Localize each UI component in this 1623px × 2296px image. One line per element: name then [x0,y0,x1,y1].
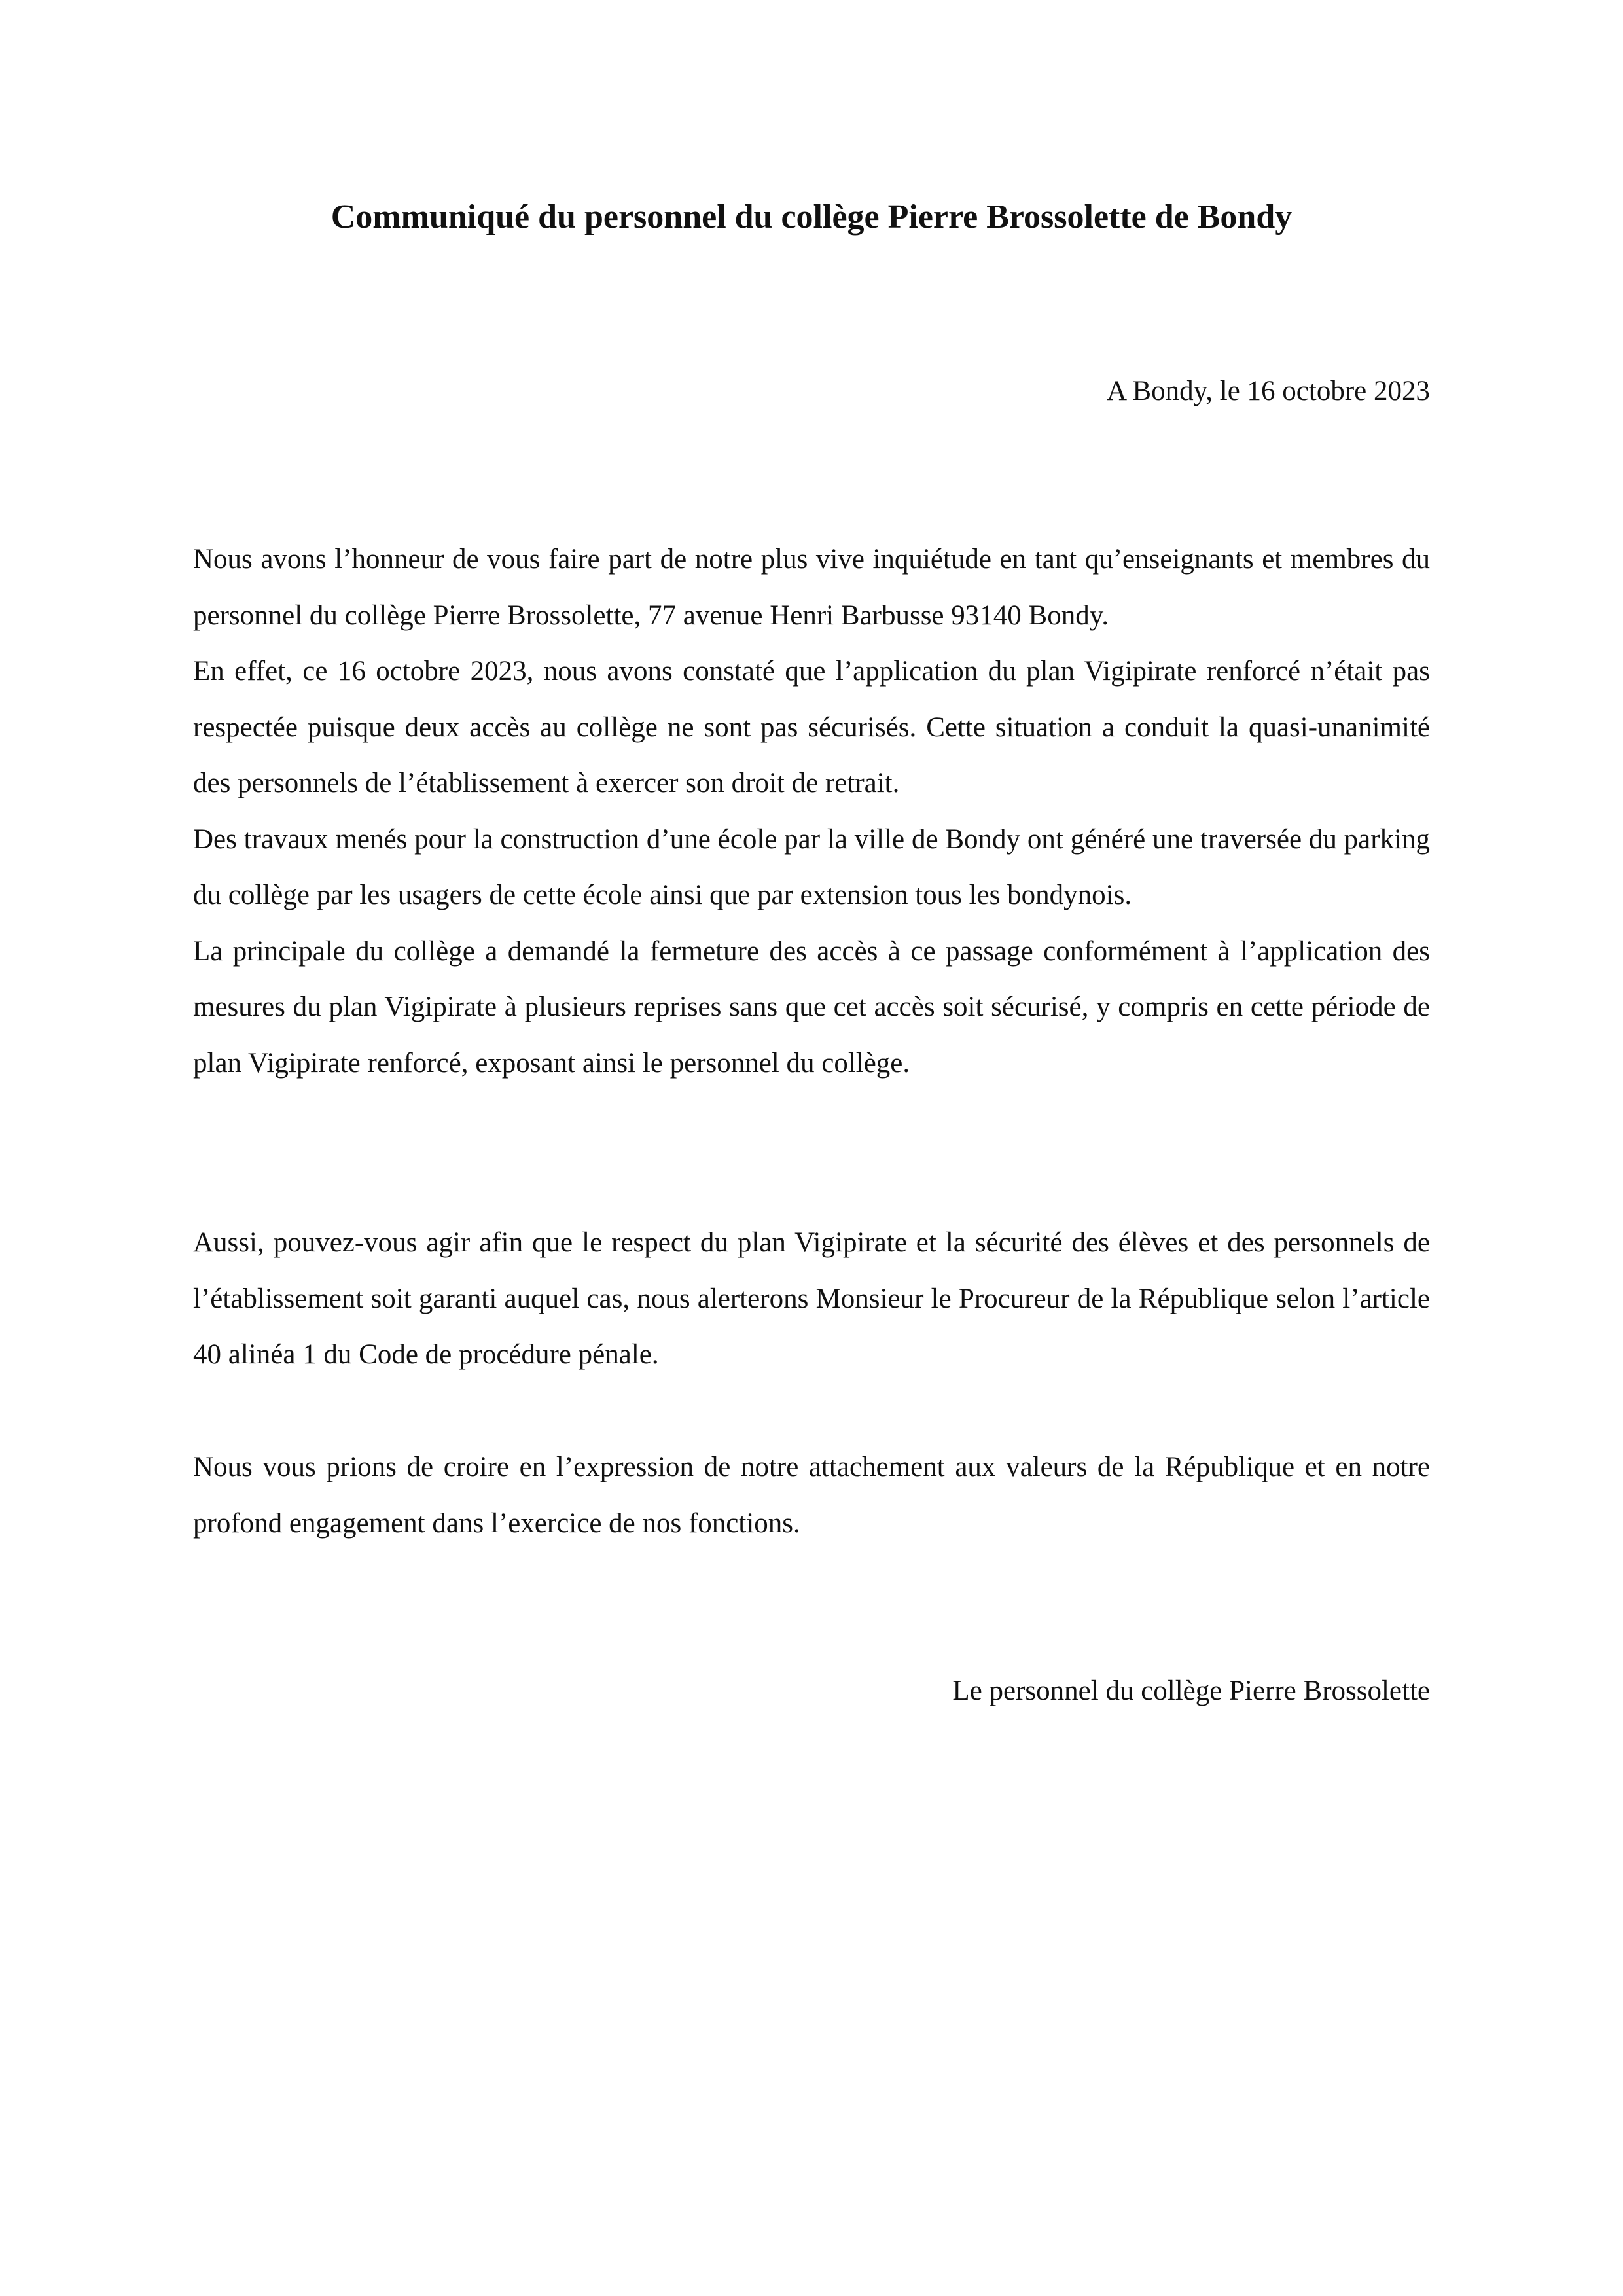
paragraph-principal-request: La principale du collège a demandé la fermeture des accès à ce passage conformément à l’application des mesures du plan Vigipirate à plusieurs reprises sans que cet accès soit sécurisé, y compris en cette période de plan Vigipirate renforcé, exposant ainsi le personnel du collège. [193,935,1430,1079]
signature: Le personnel du collège Pierre Brossolette [952,1676,1430,1706]
body-section-3 [193,1439,1430,1551]
date-line: A Bondy, le 16 octobre 2023 [1106,376,1430,406]
paragraph-works: Des travaux menés pour la construction d’une école par la ville de Bondy ont généré une traversée du parking du collège par les usagers de cette école ainsi que par extension tous les bondynois. [193,823,1430,910]
paragraph-introduction: Nous avons l’honneur de vous faire part de notre plus vive inquiétude en tant qu’enseignants et membres du personnel du collège Pierre Brossolette, 77 avenue Henri Barbusse 93140 Bondy. [193,544,1430,631]
paragraph-situation: En effet, ce 16 octobre 2023, nous avons constaté que l’application du plan Vigipirate renforcé n’était pas respectée puisque deux accès au collège ne sont pas sécurisés. Cette situation a conduit la quasi-unanimité des personnels de l’établissement à exercer son droit de retrait. [193,656,1430,798]
document-title: Communiqué du personnel du collège Pierre Brossolette de Bondy [330,198,1293,236]
body-section-2 [193,1215,1430,1383]
paragraph-closing: Nous vous prions de croire en l’expression de notre attachement aux valeurs de la République et en notre profond engagement dans l’exercice de nos fonctions. [193,1452,1430,1539]
paragraph-request: Aussi, pouvez-vous agir afin que le respect du plan Vigipirate et la sécurité des élèves et des personnels de l’établissement soit garanti auquel cas, nous alerterons Monsieur le Procureur de la République selon l’article 40 alinéa 1 du Code de procédure pénale. [193,1227,1430,1370]
body-section-1 [193,531,1430,1091]
